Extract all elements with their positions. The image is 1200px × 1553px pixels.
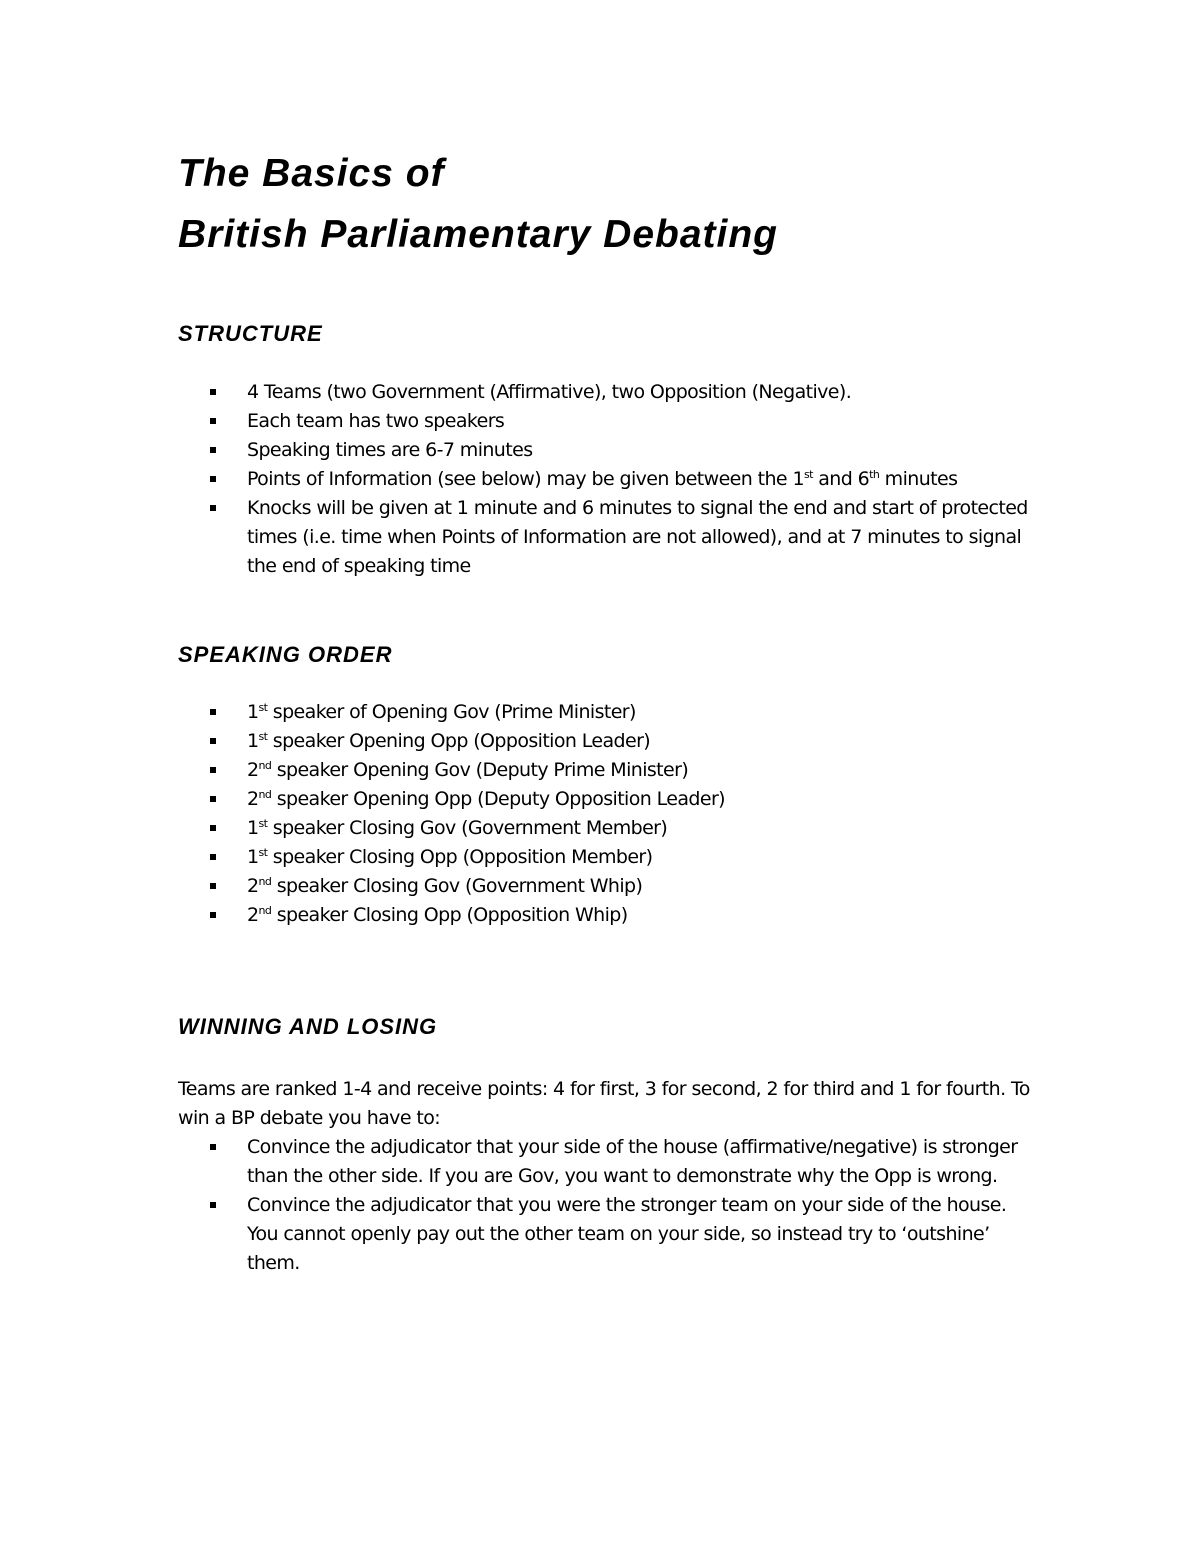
speaker-text: speaker of Opening Gov (Prime Minister) <box>267 701 636 723</box>
poi-text-c: minutes <box>879 468 958 490</box>
speaker-item <box>210 727 1030 756</box>
speaker-text: speaker Opening Gov (Deputy Prime Minister) <box>271 759 689 781</box>
winning-list <box>210 1133 1030 1278</box>
speaker-text: speaker Opening Opp (Opposition Leader) <box>267 730 651 752</box>
winning-heading: WINNING AND LOSING <box>178 1014 438 1039</box>
speaker-item <box>210 814 1030 843</box>
list-item: Speaking times are 6-7 minutes <box>210 436 1030 465</box>
winning-intro: Teams are ranked 1-4 and receive points: 4 for first, 3 for second, 2 for third and 1 for fourth. To win a BP debate you have to: <box>178 1078 1030 1129</box>
speaker-text: speaker Closing Gov (Government Whip) <box>271 875 643 897</box>
ordinal-number: 2 <box>247 788 259 810</box>
ordinal-number: 2 <box>247 904 259 926</box>
speaker-text: speaker Opening Opp (Deputy Opposition Leader) <box>271 788 725 810</box>
ordinal-number: 1 <box>247 701 259 723</box>
structure-heading: STRUCTURE <box>178 321 323 346</box>
ordinal-number: 2 <box>247 759 259 781</box>
list-item: 4 Teams (two Government (Affirmative), two Opposition (Negative). <box>210 378 1030 407</box>
ordinal-number: 1 <box>247 817 259 839</box>
list-item: Convince the adjudicator that your side of the house (affirmative/negative) is stronger than the other side. If you are Gov, you want to demonstrate why the Opp is wrong. <box>210 1133 1030 1191</box>
list-item: Each team has two speakers <box>210 407 1030 436</box>
ordinal-suffix: nd <box>258 788 272 801</box>
poi-sup-b: th <box>869 468 880 481</box>
list-item-poi <box>210 465 1030 494</box>
speaker-item <box>210 901 1030 930</box>
ordinal-suffix: st <box>258 846 268 859</box>
poi-text-b: and 6 <box>812 468 870 490</box>
list-item: Convince the adjudicator that you were the stronger team on your side of the house. You cannot openly pay out the other team on your side, so instead try to ‘outshine’ them. <box>210 1191 1030 1278</box>
speaker-item <box>210 698 1030 727</box>
speaker-text: speaker Closing Opp (Opposition Member) <box>267 846 653 868</box>
speaker-item <box>210 843 1030 872</box>
title-line-1: The Basics of <box>178 152 445 195</box>
ordinal-suffix: st <box>258 817 268 830</box>
poi-text-a: Points of Information (see below) may be given between the 1 <box>247 468 804 490</box>
speaker-item <box>210 756 1030 785</box>
speaker-item <box>210 785 1030 814</box>
ordinal-suffix: nd <box>258 904 272 917</box>
ordinal-suffix: st <box>258 730 268 743</box>
speaker-text: speaker Closing Gov (Government Member) <box>267 817 668 839</box>
ordinal-number: 2 <box>247 875 259 897</box>
speaking-order-heading: SPEAKING ORDER <box>178 642 393 667</box>
speaking-order-list <box>210 698 1030 930</box>
ordinal-number: 1 <box>247 846 259 868</box>
ordinal-suffix: nd <box>258 875 272 888</box>
ordinal-suffix: st <box>258 701 268 714</box>
speaker-text: speaker Closing Opp (Opposition Whip) <box>271 904 628 926</box>
list-item-knocks: Knocks will be given at 1 minute and 6 minutes to signal the end and start of protected times (i.e. time when Points of Information are not allowed), and at 7 minutes to signal the end of speaking time <box>210 494 1030 581</box>
speaker-item <box>210 872 1030 901</box>
structure-list <box>210 378 1030 581</box>
ordinal-number: 1 <box>247 730 259 752</box>
title-line-2: British Parliamentary Debating <box>178 213 778 256</box>
ordinal-suffix: nd <box>258 759 272 772</box>
poi-sup-a: st <box>803 468 813 481</box>
